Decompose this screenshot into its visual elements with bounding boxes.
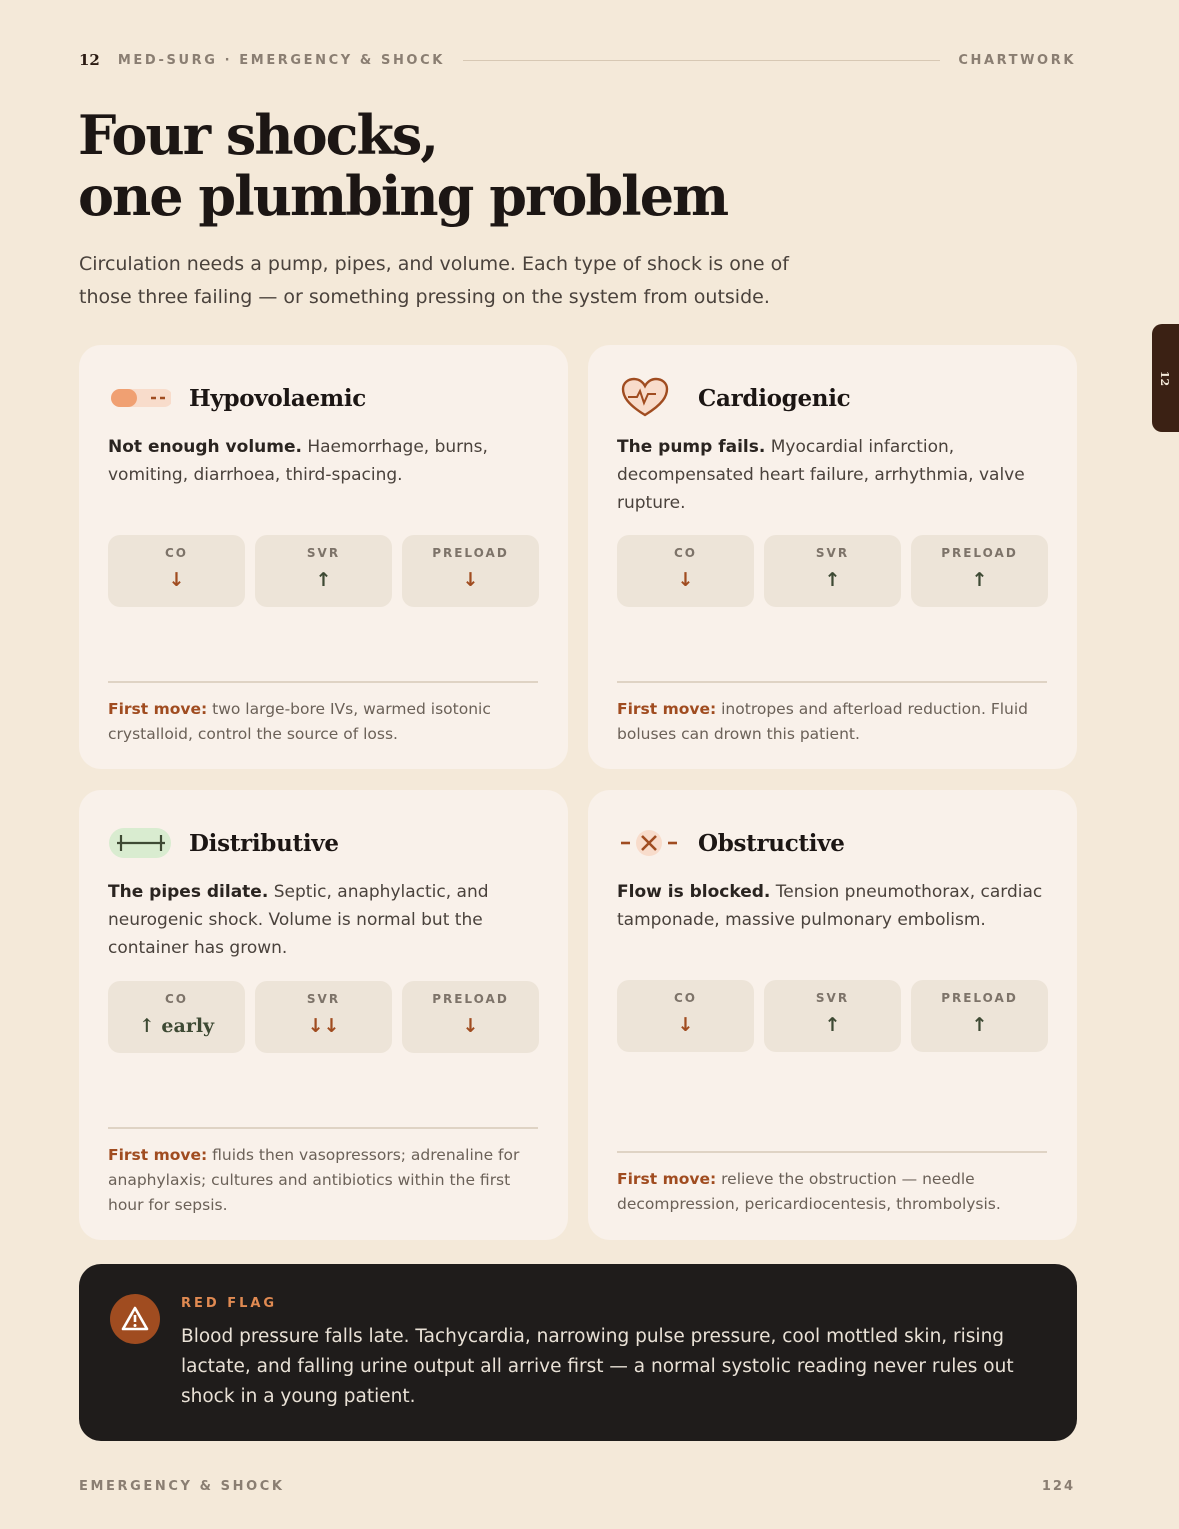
metric-preload <box>402 981 539 1053</box>
metric-value: ↑ <box>971 569 988 591</box>
metric-label: SVR <box>306 992 341 1006</box>
metric-value: ↑ early <box>138 1015 215 1037</box>
haemodynamic-metrics <box>617 980 1048 1052</box>
header-rule <box>463 60 940 61</box>
metric-value: ↑ <box>824 569 841 591</box>
first-move <box>108 697 548 747</box>
metric-label: PRELOAD <box>941 546 1018 560</box>
card-divider <box>617 681 1047 683</box>
card-desc-text: Tension pneumothorax, cardiac tamponade, massive pulmonary embolism. <box>617 882 1043 930</box>
metric-value: ↑ <box>971 1014 988 1036</box>
haemodynamic-metrics <box>108 535 539 607</box>
metric-co <box>617 980 754 1052</box>
metric-value: ↓ <box>462 569 479 591</box>
metric-svr <box>255 981 392 1053</box>
metric-value: ↑ <box>824 1014 841 1036</box>
card-desc-text: Myocardial infarction, decompensated heart failure, arrhythmia, valve rupture. <box>617 437 1025 513</box>
metric-preload <box>911 535 1048 607</box>
metric-value: ↓ <box>168 569 185 591</box>
card-title: Hypovolaemic <box>189 384 366 412</box>
metric-value: ↓↓ <box>307 1015 340 1037</box>
card-title: Obstructive <box>698 829 845 857</box>
card-desc-text: Haemorrhage, burns, vomiting, diarrhoea, third-spacing. <box>108 437 488 485</box>
metric-svr <box>764 535 901 607</box>
header-right-label: CHARTWORK <box>958 52 1076 68</box>
metric-co <box>108 535 245 607</box>
red-flag-text: Blood pressure falls late. Tachycardia, narrowing pulse pressure, cool mottled skin, rising lactate, and falling urine output all arrive first — a normal systolic reading never rules out shock in a young patient. <box>181 1326 1014 1407</box>
metric-value: ↓ <box>677 569 694 591</box>
haemodynamic-metrics <box>617 535 1048 607</box>
metric-co <box>108 981 245 1053</box>
warning-icon <box>110 1294 160 1344</box>
first-move-text: inotropes and afterload reduction. Fluid boluses can drown this patient. <box>617 700 1029 743</box>
title-line-2: one plumbing problem <box>78 164 728 228</box>
card-divider <box>108 1127 538 1129</box>
card-description <box>108 433 548 489</box>
metric-label: SVR <box>815 546 850 560</box>
card-description <box>617 878 1057 934</box>
lede: Circulation needs a pump, pipes, and volume. Each type of shock is one of those three failing — or something pressing on the system from outside. <box>79 253 789 308</box>
metric-label: CO <box>673 991 697 1005</box>
header-page-number: 12 <box>79 51 100 69</box>
metric-value: ↓ <box>677 1014 694 1036</box>
red-flag-callout <box>79 1264 1077 1441</box>
first-move <box>617 697 1057 747</box>
first-move-text: relieve the obstruction — needle decompression, pericardiocentesis, thrombolysis. <box>617 1170 1001 1213</box>
header-section: MED-SURG · EMERGENCY & SHOCK <box>117 52 445 68</box>
shock-card-obstructive <box>588 790 1077 1240</box>
title-line-1: Four shocks, <box>78 103 438 167</box>
first-move-label: First move: <box>108 700 208 718</box>
haemodynamic-metrics <box>108 981 539 1053</box>
footer-page-number: 124 <box>1041 1479 1075 1494</box>
metric-label: PRELOAD <box>432 992 509 1006</box>
metric-svr <box>764 980 901 1052</box>
metric-value: ↑ <box>315 569 332 591</box>
card-description <box>108 878 548 962</box>
card-divider <box>617 1151 1047 1153</box>
first-move-label: First move: <box>617 700 717 718</box>
metric-label: PRELOAD <box>941 991 1018 1005</box>
metric-label: CO <box>164 992 188 1006</box>
first-move <box>108 1143 548 1218</box>
metric-label: SVR <box>815 991 850 1005</box>
metric-svr <box>255 535 392 607</box>
metric-co <box>617 535 754 607</box>
first-move-label: First move: <box>617 1170 717 1188</box>
card-title: Distributive <box>189 829 339 857</box>
card-description <box>617 433 1057 517</box>
first-move-text: two large-bore IVs, warmed isotonic crystalloid, control the source of loss. <box>108 700 491 743</box>
first-move-label: First move: <box>108 1146 208 1164</box>
card-lead: The pump fails. <box>617 437 766 457</box>
red-flag-label: RED FLAG <box>181 1296 278 1311</box>
chapter-tab[interactable] <box>1152 324 1179 432</box>
card-lead: Flow is blocked. <box>617 882 771 902</box>
shock-card-cardiogenic <box>588 345 1077 769</box>
volume-drop-icon <box>109 381 171 415</box>
first-move-text: fluids then vasopressors; adrenaline for anaphylaxis; cultures and antibiotics within the first hour for sepsis. <box>108 1146 520 1214</box>
running-header <box>79 50 1076 70</box>
shock-card-hypovolaemic <box>79 345 568 769</box>
heart-pulse-icon <box>618 381 680 415</box>
blocked-flow-icon <box>618 826 680 860</box>
page-title <box>78 105 727 227</box>
chapter-tab-label: 12 <box>1158 370 1172 386</box>
card-divider <box>108 681 538 683</box>
footer-section: EMERGENCY & SHOCK <box>79 1479 285 1494</box>
metric-value: ↓ <box>462 1015 479 1037</box>
metric-preload <box>402 535 539 607</box>
card-title: Cardiogenic <box>698 384 851 412</box>
card-lead: The pipes dilate. <box>108 882 269 902</box>
metric-label: PRELOAD <box>432 546 509 560</box>
card-lead: Not enough volume. <box>108 437 302 457</box>
shock-card-distributive <box>79 790 568 1240</box>
metric-label: CO <box>673 546 697 560</box>
card-desc-text: Septic, anaphylactic, and neurogenic shock. Volume is normal but the container has grown. <box>108 882 489 958</box>
metric-label: SVR <box>306 546 341 560</box>
metric-preload <box>911 980 1048 1052</box>
first-move <box>617 1167 1057 1217</box>
dilated-vessel-icon <box>109 826 171 860</box>
metric-label: CO <box>164 546 188 560</box>
